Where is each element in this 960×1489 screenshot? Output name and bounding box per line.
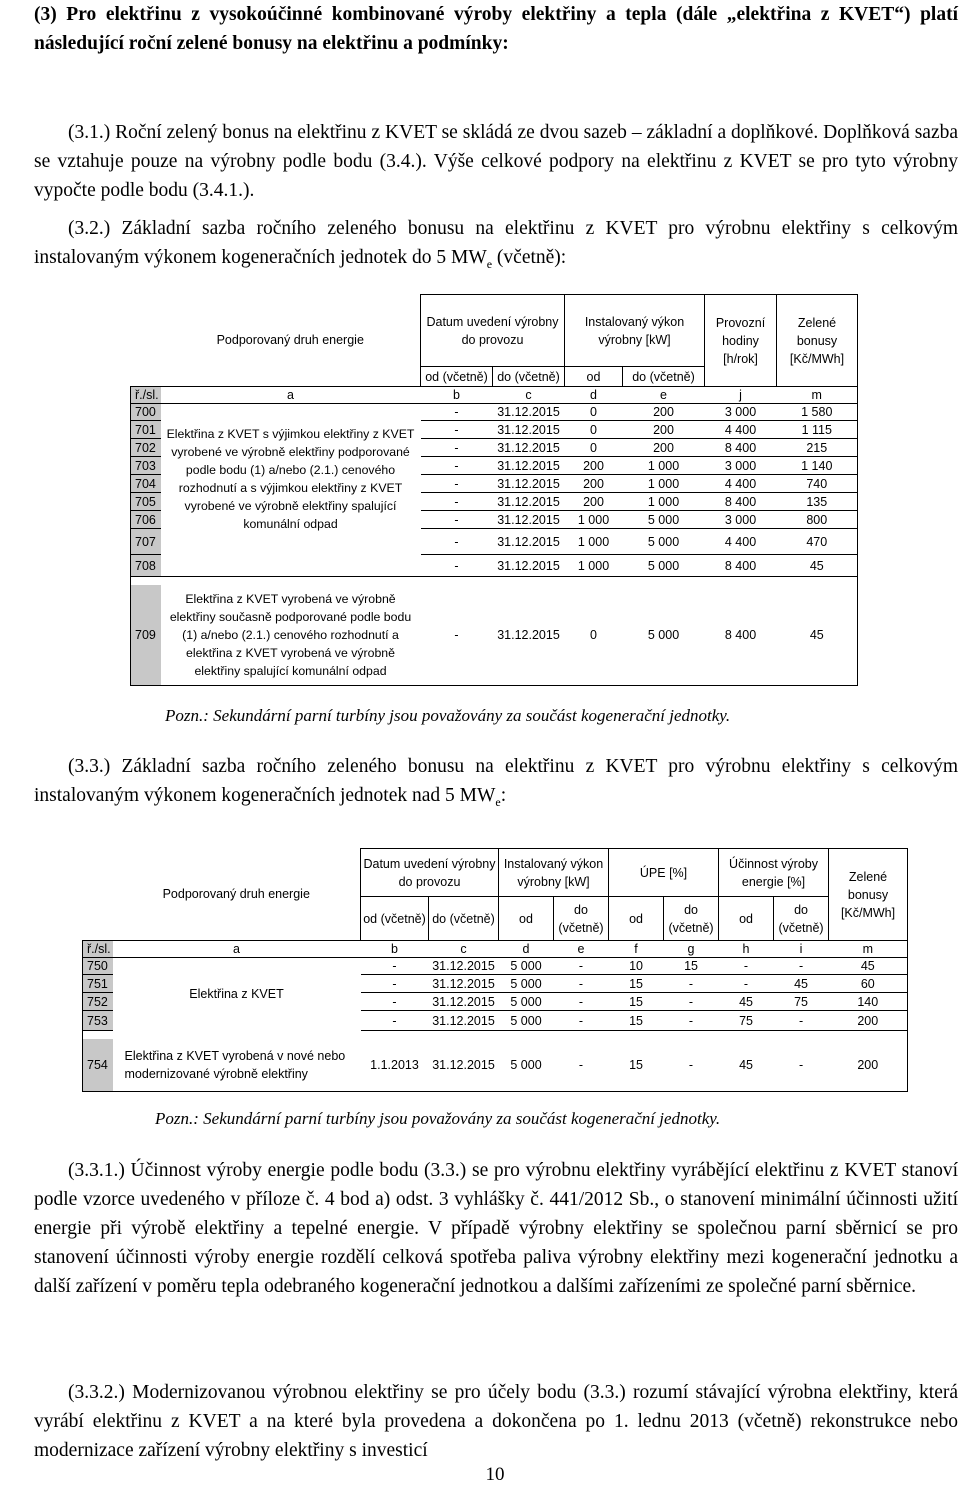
cell-j: 8 400 [705, 585, 777, 685]
cell-b: 1.1.2013 [361, 1039, 429, 1091]
row-number: 702 [131, 439, 161, 457]
table2-letter: ř./sl. [83, 941, 113, 958]
cell-c: 31.12.2015 [429, 975, 499, 993]
cell-m: 60 [829, 975, 908, 993]
cell-g: - [664, 993, 719, 1011]
paragraph-3-2-end: (včetně): [492, 247, 567, 268]
cell-d: 0 [565, 404, 623, 421]
row-number: 754 [83, 1039, 113, 1091]
table-row [131, 555, 858, 577]
table2-row754-label: Elektřina z KVET vyrobená v nové nebo modernizované výrobně elektřiny [113, 1039, 361, 1091]
table1-letter: d [565, 387, 623, 404]
cell-m: 140 [829, 993, 908, 1011]
cell-d: 1 000 [565, 529, 623, 555]
row-number: 751 [83, 975, 113, 993]
paragraph-3-3 [34, 752, 958, 817]
paragraph-3-1: (3.1.) Roční zelený bonus na elektřinu z KVET se skládá ze dvou sazeb – základní a doplňkové. Doplňková sazba se vztahuje pouze na výrobny podle bodu (3.4.). Výše celkové podpory na elektřinu z KVET se pro tyto výrobny vypočte podle bodu (3.4.1.). [34, 122, 958, 201]
cell-b: - [361, 993, 429, 1011]
cell-j: 8 400 [705, 555, 777, 577]
table2-header-od: od [719, 897, 774, 941]
table1-letter: ř./sl. [131, 387, 161, 404]
cell-e: 1 000 [623, 457, 705, 475]
table-row [83, 1039, 908, 1091]
cell-d: 5 000 [499, 958, 554, 975]
table1-header-do-power: do (včetně) [623, 367, 705, 387]
cell-d: 1 000 [565, 511, 623, 529]
cell-h: 75 [719, 1011, 774, 1031]
cell-d: 5 000 [499, 975, 554, 993]
cell-b: - [361, 975, 429, 993]
cell-i: - [774, 958, 829, 975]
cell-j: 4 400 [705, 529, 777, 555]
cell-j: 8 400 [705, 439, 777, 457]
cell-j: 3 000 [705, 457, 777, 475]
cell-d: 200 [565, 475, 623, 493]
bonus-table-up-to-5mw [130, 294, 858, 686]
table1-header-do-date: do (včetně) [493, 367, 565, 387]
table1-header-od-date: od (včetně) [421, 367, 493, 387]
table1-letters-row [131, 387, 858, 404]
cell-b: - [361, 1011, 429, 1031]
cell-m: 470 [777, 529, 858, 555]
paragraph-3-3-2: (3.3.2.) Modernizovanou výrobnou elektřiny se pro účely bodu (3.3.) rozumí stávající výrobna elektřiny, která vyrábí elektřinu z KVET a na které byla provedena a dokončena po 1. lednu 2013 (včetně) rekonstrukce nebo modernizace zařízení výrobny elektřiny s investicí [34, 1382, 958, 1461]
cell-f: 15 [609, 975, 664, 993]
cell-b: - [421, 585, 493, 685]
paragraph-3-2 [34, 214, 958, 279]
cell-d: 5 000 [499, 1039, 554, 1091]
table2-header-type: Podporovaný druh energie [113, 849, 361, 941]
bonus-table-over-5mw [82, 848, 908, 1092]
table1-header-hours: Provozní hodiny [h/rok] [705, 295, 777, 387]
cell-j: 4 400 [705, 421, 777, 439]
cell-e: 1 000 [623, 493, 705, 511]
cell-g: - [664, 975, 719, 993]
table1-header-bonus: Zelené bonusy [Kč/MWh] [777, 295, 858, 387]
row-number: 704 [131, 475, 161, 493]
paragraph-3-2-sub: e [486, 256, 493, 271]
cell-b: - [421, 511, 493, 529]
cell-m: 135 [777, 493, 858, 511]
cell-c: 31.12.2015 [429, 1039, 499, 1091]
table2-letter: i [774, 941, 829, 958]
cell-b: - [421, 404, 493, 421]
cell-e: 5 000 [623, 511, 705, 529]
cell-d: 5 000 [499, 993, 554, 1011]
cell-b: - [361, 958, 429, 975]
table-row [131, 585, 858, 685]
cell-c: 31.12.2015 [493, 475, 565, 493]
cell-e: 1 000 [623, 475, 705, 493]
cell-h: 45 [719, 993, 774, 1011]
table1-header-date: Datum uvedení výrobny do provozu [421, 295, 565, 367]
cell-b: - [421, 493, 493, 511]
table2-header-efficiency: Účinnost výroby energie [%] [719, 849, 829, 897]
table1-header-power: Instalovaný výkon výrobny [kW] [565, 295, 705, 367]
cell-e: - [554, 1011, 609, 1031]
cell-m: 45 [777, 585, 858, 685]
cell-j: 3 000 [705, 404, 777, 421]
cell-h: - [719, 975, 774, 993]
cell-c: 31.12.2015 [493, 585, 565, 685]
paragraph-3-3-sub: e [495, 794, 501, 809]
cell-c: 31.12.2015 [493, 439, 565, 457]
cell-j: 4 400 [705, 475, 777, 493]
table2-header-do-date: do (včetně) [429, 897, 499, 941]
cell-g: - [664, 1039, 719, 1091]
table2-header-power: Instalovaný výkon výrobny [kW] [499, 849, 609, 897]
cell-e: - [554, 958, 609, 975]
cell-h: 45 [719, 1039, 774, 1091]
paragraph-3-2-text: (3.2.) Základní sazba ročního zeleného bonusu na elektřinu z KVET pro výrobnu elektřiny s celkovým instalovaným výkonem kogeneračních jednotek do 5 MW [34, 218, 958, 268]
paragraph-3-3-end: : [500, 785, 507, 806]
cell-e: 5 000 [623, 555, 705, 577]
table2-header-od: od [609, 897, 664, 941]
row-number: 701 [131, 421, 161, 439]
row-number: 708 [131, 555, 161, 577]
table2-header-date: Datum uvedení výrobny do provozu [361, 849, 499, 897]
table1-letter: c [493, 387, 565, 404]
cell-g: 15 [664, 958, 719, 975]
table2-letters-row [83, 941, 908, 958]
cell-e: 200 [623, 421, 705, 439]
table2-letter: f [609, 941, 664, 958]
cell-e: 5 000 [623, 529, 705, 555]
cell-c: 31.12.2015 [493, 493, 565, 511]
table2-header-row [83, 849, 908, 897]
cell-f: 15 [609, 1011, 664, 1031]
cell-i: 45 [774, 975, 829, 993]
cell-e: 5 000 [623, 585, 705, 685]
cell-g: - [664, 1011, 719, 1031]
cell-m: 200 [829, 1039, 908, 1091]
row-number: 709 [131, 585, 161, 685]
cell-d: 5 000 [499, 1011, 554, 1031]
cell-j: 3 000 [705, 511, 777, 529]
table1-row709-label: Elektřina z KVET vyrobená ve výrobně elektřiny současně podporované podle bodu (1) a/nebo (2.1.) cenového rozhodnutí a elektřina z KVET vyrobená ve výrobně elektřiny spalující komunální odpad [161, 585, 421, 685]
table2-header-do: do (včetně) [664, 897, 719, 941]
cell-m: 800 [777, 511, 858, 529]
cell-f: 15 [609, 1039, 664, 1091]
table2-header-do: do (včetně) [554, 897, 609, 941]
cell-m: 45 [829, 958, 908, 975]
cell-e: - [554, 975, 609, 993]
row-number: 750 [83, 958, 113, 975]
cell-e: 200 [623, 439, 705, 457]
table2-group-label: Elektřina z KVET [189, 987, 284, 1002]
cell-d: 0 [565, 585, 623, 685]
cell-i: - [774, 1011, 829, 1031]
cell-b: - [421, 475, 493, 493]
table2-letter: e [554, 941, 609, 958]
cell-e: - [554, 993, 609, 1011]
cell-c: 31.12.2015 [493, 555, 565, 577]
cell-d: 1 000 [565, 555, 623, 577]
row-number: 707 [131, 529, 161, 555]
cell-c: 31.12.2015 [493, 421, 565, 439]
page-number: 10 [485, 1464, 505, 1485]
cell-e: 200 [623, 404, 705, 421]
note-1: Pozn.: Sekundární parní turbíny jsou považovány za součást kogenerační jednotky. [165, 706, 731, 725]
table2-header-od-date: od (včetně) [361, 897, 429, 941]
paragraph-3-3-text: (3.3.) Základní sazba ročního zeleného bonusu na elektřinu z KVET pro výrobnu elektřiny s celkovým instalovaným výkonem kogeneračních jednotek nad 5 MW [34, 756, 958, 806]
paragraph-3-3-1: (3.3.1.) Účinnost výroby energie podle bodu (3.3.) se pro výrobnu elektřiny vyrábějící elektřinu z KVET stanoví podle vzorce uvedeného v příloze č. 4 bod a) odst. 3 vyhlášky č. 441/2012 Sb., o stanovení minimální účinnosti užití energie při výrobě elektřiny a tepelné energie. V případě výrobny elektřiny se společnou parní sběrnicí se pro stanovení účinnosti výroby energie rozdělí celková spotřeba paliva výrobny elektřiny mezi kogenerační jednotku a další zařízení v poměru tepla odebraného kogenerační jednotkou a dalšími zařízeními ze společné parní sběrnice. [34, 1160, 958, 1297]
cell-b: - [421, 529, 493, 555]
row-number: 700 [131, 404, 161, 421]
row-number: 753 [83, 1011, 113, 1031]
cell-b: - [421, 421, 493, 439]
cell-m: 1 140 [777, 457, 858, 475]
table2-header-od: od [499, 897, 554, 941]
cell-j: 8 400 [705, 493, 777, 511]
cell-b: - [421, 457, 493, 475]
cell-m: 1 115 [777, 421, 858, 439]
cell-e: - [554, 1039, 609, 1091]
table-row [131, 404, 858, 421]
cell-m: 740 [777, 475, 858, 493]
row-number: 703 [131, 457, 161, 475]
table-row [83, 958, 908, 975]
table2-header-do: do (včetně) [774, 897, 829, 941]
cell-d: 200 [565, 493, 623, 511]
table2-letter: b [361, 941, 429, 958]
table1-letter: j [705, 387, 777, 404]
table2-letter: d [499, 941, 554, 958]
table2-header-upe: ÚPE [%] [609, 849, 719, 897]
cell-b: - [421, 555, 493, 577]
cell-m: 1 580 [777, 404, 858, 421]
cell-d: 0 [565, 439, 623, 457]
table1-letter: e [623, 387, 705, 404]
cell-f: 15 [609, 993, 664, 1011]
cell-c: 31.12.2015 [429, 993, 499, 1011]
cell-c: 31.12.2015 [493, 511, 565, 529]
section-header: (3) Pro elektřinu z vysokoúčinné kombinované výroby elektřiny a tepla (dále „elektřina z KVET“) platí následující roční zelené bonusy na elektřinu a podmínky: [34, 4, 958, 54]
cell-d: 0 [565, 421, 623, 439]
cell-m: 200 [829, 1011, 908, 1031]
cell-i: 75 [774, 993, 829, 1011]
cell-i: - [774, 1039, 829, 1091]
cell-c: 31.12.2015 [493, 457, 565, 475]
note-2: Pozn.: Sekundární parní turbíny jsou považovány za součást kogenerační jednotky. [155, 1109, 721, 1128]
table2-header-bonus: Zelené bonusy [Kč/MWh] [829, 849, 908, 941]
table2-letter: g [664, 941, 719, 958]
table1-group-label: Elektřina z KVET s výjimkou elektřiny z KVET vyrobené ve výrobně elektřiny podporované podle bodu (1) a/nebo (2.1.) cenového rozhodnutí a s výjimkou elektřiny z KVET vyrobené ve výrobně elektřiny spalující komunální odpad [166, 427, 415, 532]
row-number: 752 [83, 993, 113, 1011]
cell-c: 31.12.2015 [429, 1011, 499, 1031]
cell-h: - [719, 958, 774, 975]
table2-letter: h [719, 941, 774, 958]
cell-c: 31.12.2015 [429, 958, 499, 975]
table1-header-type: Podporovaný druh energie [161, 295, 421, 387]
row-number: 706 [131, 511, 161, 529]
table1-header-od-power: od [565, 367, 623, 387]
cell-c: 31.12.2015 [493, 404, 565, 421]
cell-m: 215 [777, 439, 858, 457]
table2-letter: m [829, 941, 908, 958]
cell-f: 10 [609, 958, 664, 975]
cell-m: 45 [777, 555, 858, 577]
table1-letter: b [421, 387, 493, 404]
table1-letter: m [777, 387, 858, 404]
cell-c: 31.12.2015 [493, 529, 565, 555]
table1-letter: a [161, 387, 421, 404]
table2-letter: a [113, 941, 361, 958]
row-number: 705 [131, 493, 161, 511]
table1-header-row [131, 295, 858, 367]
table2-letter: c [429, 941, 499, 958]
cell-d: 200 [565, 457, 623, 475]
cell-b: - [421, 439, 493, 457]
